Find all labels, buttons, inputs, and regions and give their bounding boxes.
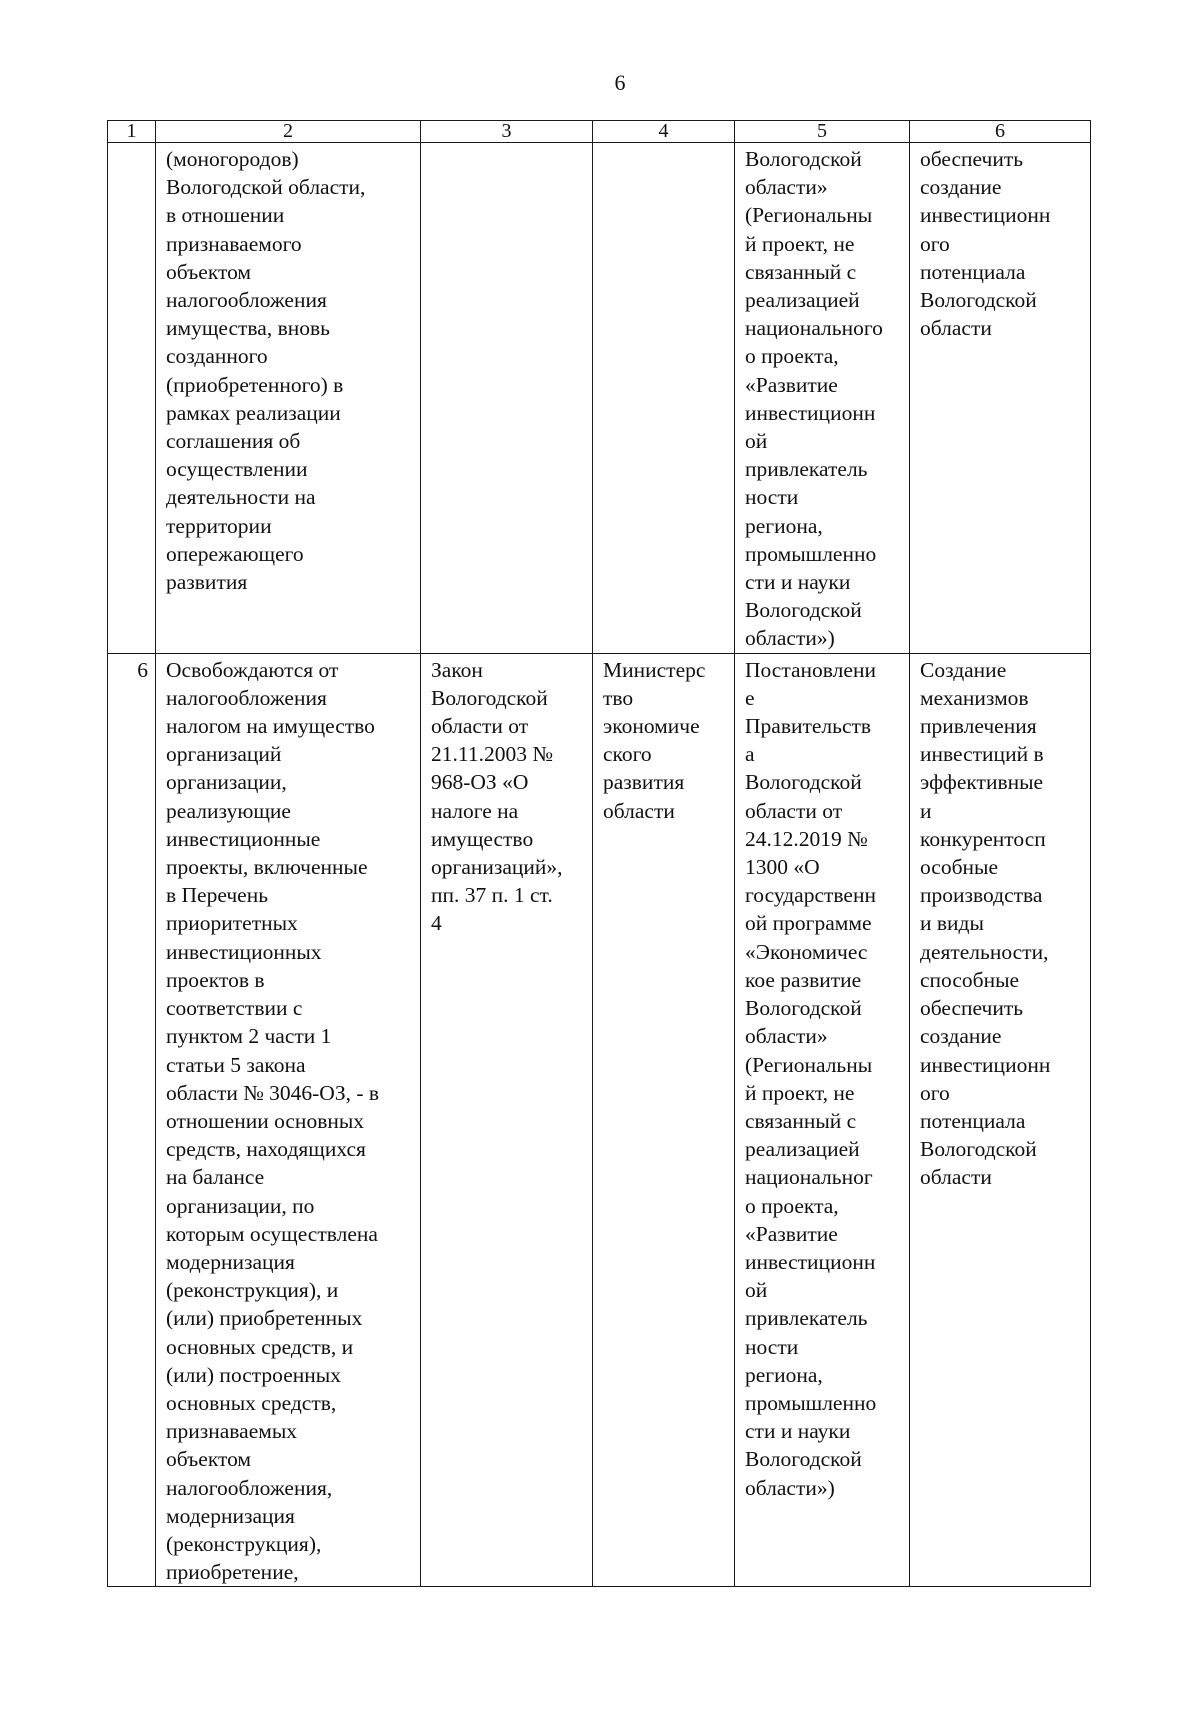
legal-act-cell [421,143,593,654]
row-number-cell [108,143,156,654]
page-number: 6 [614,70,626,95]
table-row [108,653,1091,1587]
description-cell: Освобождаются от налогообложения налогом на имущество организаций организации, реализующие инвестиционные проекты, включенные в Перечень приоритетных инвестиционных проектов в соответствии с пунктом 2 части 1 статьи 5 закона области № 3046-ОЗ, - в отношении основных средств, находящихся на балансе организации, по которым осуществлена модернизация (реконструкция), и (или) приобретенных основных средств, и (или) построенных основных средств, признаваемых объектом налогообложения, модернизация (реконструкция), приобретение, [156,653,421,1587]
goal-cell: обеспечить создание инвестиционн ого потенциала Вологодской области [910,143,1091,654]
curator-cell [593,143,735,654]
curator-cell: Министерс тво экономиче ского развития области [593,653,735,1587]
column-number-header: 1 [108,121,156,143]
incentives-table [107,120,1091,1587]
table-row [108,143,1091,654]
description-cell: (моногородов) Вологодской области, в отношении признаваемого объектом налогообложения имущества, вновь созданного (приобретенного) в рамках реализации соглашения об осуществлении деятельности на территории опережающего развития [156,143,421,654]
column-number-header: 6 [910,121,1091,143]
column-number-header: 3 [421,121,593,143]
row-number-cell: 6 [108,653,156,1587]
program-cell: Постановлени е Правительств а Вологодской области от 24.12.2019 № 1300 «О государственн ой программе «Экономичес кое развитие Вологодской области» (Региональны й проект, не связанный с реализацией национальног о проекта, «Развитие инвестиционн ой привлекатель ности региона, промышленно сти и науки Вологодской области») [735,653,910,1587]
column-number-header: 5 [735,121,910,143]
column-number-header: 2 [156,121,421,143]
legal-act-cell: Закон Вологодской области от 21.11.2003 № 968-ОЗ «О налоге на имущество организаций», пп. 37 п. 1 ст. 4 [421,653,593,1587]
goal-cell: Создание механизмов привлечения инвестиций в эффективные и конкурентосп особные производства и виды деятельности, способные обеспечить создание инвестиционн ого потенциала Вологодской области [910,653,1091,1587]
table-header-row [108,121,1091,143]
column-number-header: 4 [593,121,735,143]
program-cell: Вологодской области» (Региональны й проект, не связанный с реализацией национального о проекта, «Развитие инвестиционн ой привлекатель ности региона, промышленно сти и науки Вологодской области») [735,143,910,654]
